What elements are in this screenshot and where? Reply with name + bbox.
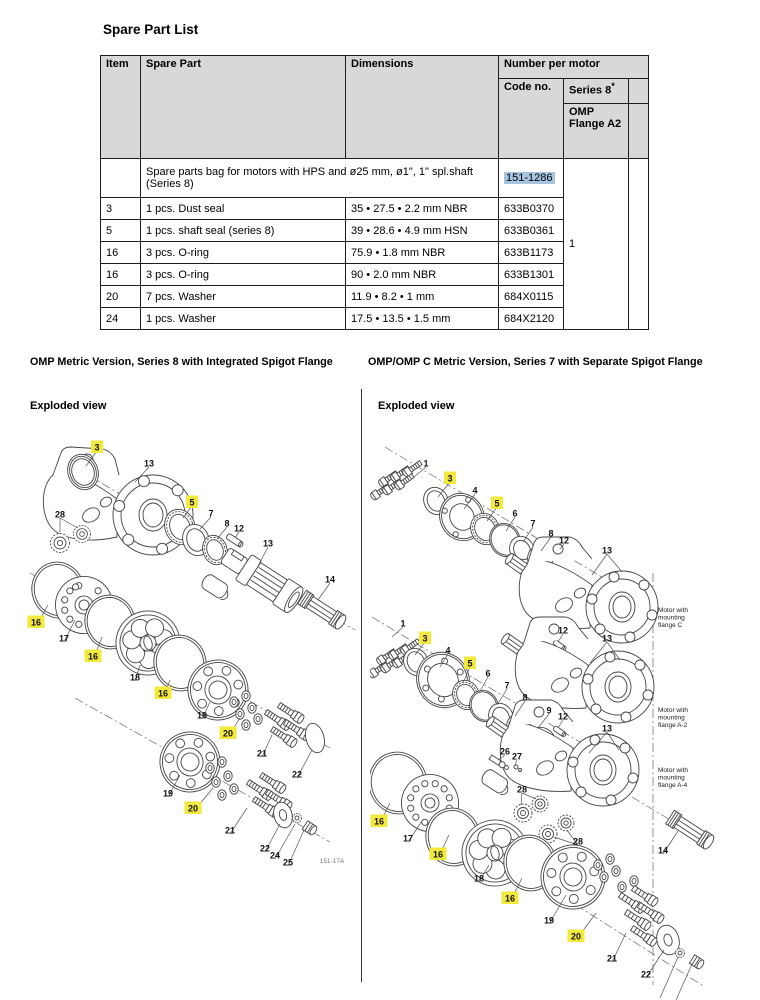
label-leader-line (392, 627, 403, 637)
motor-flange-annotation: Motor with mounting flange A-2 (658, 707, 688, 729)
part-number-label: 22 (259, 843, 271, 854)
table-row-spare-parts-bag (101, 159, 649, 198)
splined-shaft (666, 810, 716, 850)
label-leader-line (318, 583, 330, 600)
part-number-label: 28 (54, 509, 66, 520)
part-number-label: 4 (472, 485, 478, 496)
part-number-label: 14 (324, 574, 336, 585)
part-number-label: 1 (423, 458, 429, 469)
label-leader-line (258, 547, 268, 566)
cell-spare-part: 7 pcs. Washer (141, 286, 346, 308)
part-number-label: 5 (494, 498, 500, 509)
col-header-empty-bottom (629, 104, 649, 159)
part-number-label: 13 (601, 723, 613, 734)
col-header-omp-flange: OMP Flange A2 (564, 104, 629, 159)
part-number-label: 21 (224, 825, 236, 836)
part-number-label: 16 (30, 617, 42, 628)
label-leader-line (607, 554, 622, 572)
col-header-series8 (564, 79, 629, 104)
part-number-label: 8 (548, 528, 554, 539)
part-number-label: 12 (557, 711, 569, 722)
part-number-label: 12 (557, 625, 569, 636)
part-number-label: 13 (601, 633, 613, 644)
cell-item: 3 (101, 198, 141, 220)
section-title-left: OMP Metric Version, Series 8 with Integrated Spigot Flange (30, 356, 333, 368)
part-number-label: 7 (208, 508, 214, 519)
part-number-label: 19 (162, 788, 174, 799)
part-number-label: 21 (606, 953, 618, 964)
part-number-label: 16 (157, 688, 169, 699)
splined-shaft (298, 590, 348, 630)
cell-code: 633B0370 (499, 198, 564, 220)
cell-code: 684X0115 (499, 286, 564, 308)
cell-item: 16 (101, 264, 141, 286)
cell-dimensions: 17.5 • 13.5 • 1.5 mm (346, 308, 499, 330)
label-leader-line (200, 517, 211, 529)
part-number-label: 13 (601, 545, 613, 556)
col-header-number-per-motor: Number per motor (499, 56, 649, 79)
cell-spare-part: 1 pcs. Washer (141, 308, 346, 330)
part-number-label: 18 (473, 873, 485, 884)
col-header-dimensions: Dimensions (346, 56, 499, 159)
part-number-label: 8 (522, 692, 528, 703)
exploded-view-right-diagram (370, 425, 760, 1000)
part-number-label: 5 (467, 658, 473, 669)
cell-spare-part: 3 pcs. O-ring (141, 264, 346, 286)
cell-dimensions: 11.9 • 8.2 • 1 mm (346, 286, 499, 308)
part-number-label: 13 (262, 538, 274, 549)
section-title-right: OMP/OMP C Metric Version, Series 7 with Separate Spigot Flange (368, 356, 703, 368)
part-number-label: 16 (432, 849, 444, 860)
part-number-label: 20 (222, 728, 234, 739)
part-number-label: 13 (143, 458, 155, 469)
exploded-view-label-right: Exploded view (378, 400, 455, 412)
part-number-label: 19 (196, 710, 208, 721)
part-number-label: 4 (445, 645, 451, 656)
part-number-label: 6 (485, 668, 491, 679)
cell-dimensions: 39 • 28.6 • 4.9 mm HSN (346, 220, 499, 242)
cell-code: 684X2120 (499, 308, 564, 330)
part-number-label: 9 (546, 705, 552, 716)
cell-code: 633B1301 (499, 264, 564, 286)
cell-item (101, 159, 141, 198)
part-number-label: 18 (129, 672, 141, 683)
part-number-label: 22 (291, 769, 303, 780)
motor-flange-annotation: Motor with mounting flange A-4 (658, 767, 688, 789)
cell-spare-part: 1 pcs. shaft seal (series 8) (141, 220, 346, 242)
col-header-item: Item (101, 56, 141, 159)
cell-dimensions: 75.9 • 1.8 mm NBR (346, 242, 499, 264)
output-shaft (217, 542, 306, 615)
cell-qty-series8: 1 (564, 159, 629, 330)
cell-spare-part: 1 pcs. Dust seal (141, 198, 346, 220)
motor-flange-annotation: Motor with mounting flange C (658, 607, 688, 629)
part-number-label: 17 (402, 833, 414, 844)
part-number-label: 16 (87, 651, 99, 662)
part-number-label: 28 (572, 836, 584, 847)
part-number-label: 21 (256, 748, 268, 759)
col-header-spare-part: Spare Part (141, 56, 346, 159)
part-number-label: 16 (373, 816, 385, 827)
cell-code: 633B1173 (499, 242, 564, 264)
spare-part-table (100, 55, 649, 330)
series8-footnote-mark: * (611, 81, 615, 91)
part-number-label: 20 (570, 931, 582, 942)
part-number-label: 20 (187, 803, 199, 814)
cell-item: 24 (101, 308, 141, 330)
part-number-label: 28 (516, 784, 528, 795)
part-number-label: 25 (282, 857, 294, 868)
cell-empty-column (629, 159, 649, 330)
series8-label: Series 8 (569, 84, 612, 97)
part-number-label: 26 (499, 746, 511, 757)
cell-item: 5 (101, 220, 141, 242)
part-number-label: 16 (504, 893, 516, 904)
part-number-label: 3 (422, 633, 428, 644)
figure-number-caption: 151-17A (319, 858, 345, 865)
part-number-label: 27 (511, 751, 523, 762)
part-number-label: 19 (543, 915, 555, 926)
cell-code: 633B0361 (499, 220, 564, 242)
part-number-label: 1 (400, 618, 406, 629)
cell-code (499, 159, 564, 198)
part-number-label: 12 (558, 535, 570, 546)
part-number-label: 6 (512, 508, 518, 519)
table-header-row-1 (101, 56, 649, 79)
part-number-label: 3 (447, 473, 453, 484)
part-number-label: 7 (504, 680, 510, 691)
exploded-view-left-diagram (20, 430, 360, 885)
page-title: Spare Part List (103, 22, 199, 37)
part-number-label: 22 (640, 969, 652, 980)
cell-item: 16 (101, 242, 141, 264)
part-number-label: 3 (94, 442, 100, 453)
cell-spare-part: 3 pcs. O-ring (141, 242, 346, 264)
part-number-label: 24 (269, 850, 281, 861)
cell-dimensions: 90 • 2.0 mm NBR (346, 264, 499, 286)
label-leader-line (217, 527, 227, 539)
exploded-view-label-left: Exploded view (30, 400, 107, 412)
cell-bag-description: Spare parts bag for motors with HPS and ø25 mm, ø1", 1" spl.shaft (Series 8) (141, 159, 499, 198)
part-number-label: 12 (233, 523, 245, 534)
cell-item: 20 (101, 286, 141, 308)
part-number-label: 14 (657, 845, 669, 856)
code-highlight[interactable]: 151-1286 (506, 172, 553, 184)
part-number-label: 5 (189, 497, 195, 508)
label-leader-line (592, 554, 607, 575)
col-header-code-no: Code no. (499, 79, 564, 159)
part-number-label: 7 (530, 518, 536, 529)
part-number-label: 17 (58, 633, 70, 644)
part-number-label: 8 (224, 518, 230, 529)
label-leader-line (521, 793, 522, 805)
cell-dimensions: 35 • 27.5 • 2.2 mm NBR (346, 198, 499, 220)
col-header-empty-top (629, 79, 649, 104)
section-divider (361, 389, 362, 982)
